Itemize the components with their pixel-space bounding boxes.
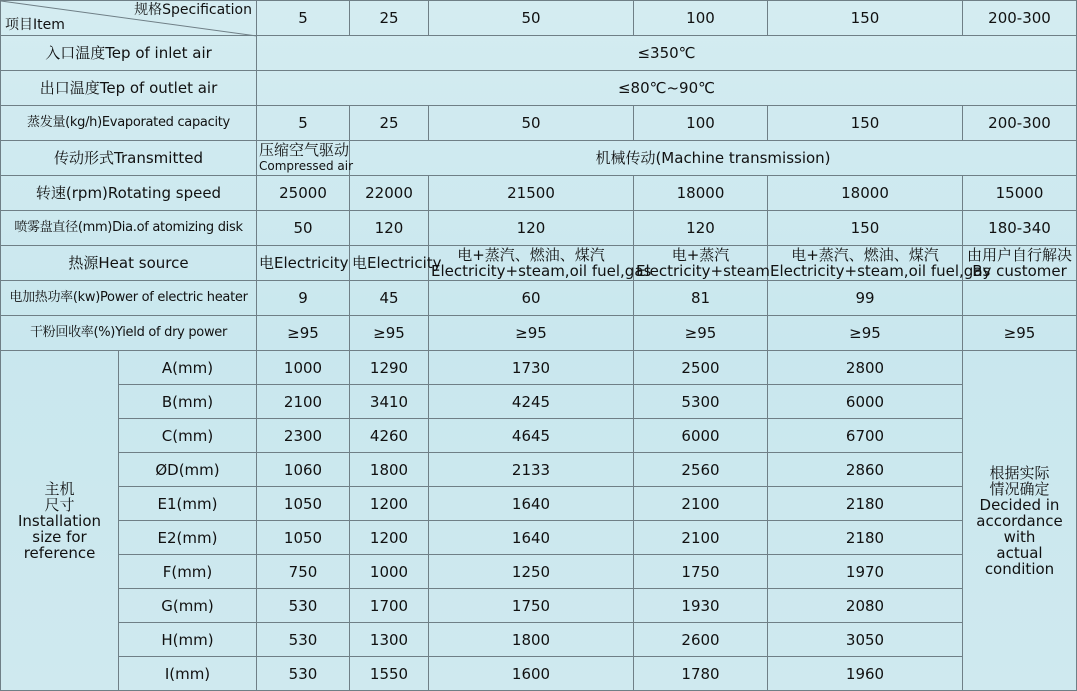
transmitted-first-en: Compressed air bbox=[259, 159, 354, 173]
heat-value-line2: By customer bbox=[972, 262, 1067, 280]
size-header: 25 bbox=[350, 1, 429, 36]
side-label-line: Installation bbox=[17, 511, 102, 530]
evaporated-value: 5 bbox=[257, 106, 350, 141]
dimension-value: 6000 bbox=[768, 385, 963, 419]
dimension-value: 1750 bbox=[634, 555, 768, 589]
dimension-value: 2080 bbox=[768, 589, 963, 623]
power-value: 99 bbox=[768, 281, 963, 316]
disk-value: 180-340 bbox=[963, 211, 1077, 246]
dimension-name: A(mm) bbox=[119, 351, 257, 385]
header-corner-cell bbox=[1, 1, 257, 36]
evaporated-label: 蒸发量(kg/h)Evaporated capacity bbox=[1, 106, 257, 141]
heat-value-line1: 电+蒸汽 bbox=[671, 246, 730, 264]
note-line: actual bbox=[996, 543, 1043, 562]
power-value bbox=[963, 281, 1077, 316]
size-header: 50 bbox=[429, 1, 634, 36]
dimension-value: 2560 bbox=[634, 453, 768, 487]
heat-value bbox=[634, 246, 768, 281]
dimension-value: 5300 bbox=[634, 385, 768, 419]
yield-row bbox=[1, 316, 1077, 351]
transmitted-first bbox=[257, 141, 354, 176]
dimension-value: 2800 bbox=[768, 351, 963, 385]
dimension-value: 2300 bbox=[257, 419, 350, 453]
power-value: 60 bbox=[429, 281, 634, 316]
power-label: 电加热功率(kw)Power of electric heater bbox=[1, 281, 257, 316]
dimension-value: 6000 bbox=[634, 419, 768, 453]
dimension-value: 1000 bbox=[257, 351, 350, 385]
heat-value-line1: 电Electricity bbox=[259, 254, 349, 272]
side-label-line: 主机 bbox=[44, 479, 75, 498]
dimension-value: 1800 bbox=[350, 453, 429, 487]
disk-value: 150 bbox=[768, 211, 963, 246]
header-row bbox=[1, 1, 1077, 36]
dimension-value: 6700 bbox=[768, 419, 963, 453]
speed-value: 15000 bbox=[963, 176, 1077, 211]
power-value: 45 bbox=[350, 281, 429, 316]
dimension-value: 1290 bbox=[350, 351, 429, 385]
dimension-value: 1300 bbox=[350, 623, 429, 657]
side-label-line: reference bbox=[23, 543, 96, 562]
note-line: 根据实际 bbox=[989, 463, 1050, 482]
size-header: 100 bbox=[634, 1, 768, 36]
heat-value-line2: Electricity+steam,oil fuel,gas bbox=[770, 262, 991, 280]
dimension-value: 2100 bbox=[257, 385, 350, 419]
speed-value: 22000 bbox=[350, 176, 429, 211]
yield-value: ≥95 bbox=[350, 316, 429, 351]
dimension-value: 1800 bbox=[429, 623, 634, 657]
dimension-value: 1050 bbox=[257, 487, 350, 521]
note-line: condition bbox=[984, 559, 1055, 578]
dimension-name: G(mm) bbox=[119, 589, 257, 623]
dimension-value: 1060 bbox=[257, 453, 350, 487]
heat-label: 热源Heat source bbox=[1, 246, 257, 281]
dimension-value: 3410 bbox=[350, 385, 429, 419]
dimension-name: ØD(mm) bbox=[119, 453, 257, 487]
heat-value-line2: Electricity+steam bbox=[636, 262, 770, 280]
installation-size-label bbox=[1, 351, 119, 691]
transmitted-rest: 机械传动(Machine transmission) bbox=[350, 141, 1077, 176]
inlet-row bbox=[1, 36, 1077, 71]
dimension-name: H(mm) bbox=[119, 623, 257, 657]
dimension-row bbox=[1, 589, 1077, 623]
dimension-row bbox=[1, 623, 1077, 657]
dimension-value: 1200 bbox=[350, 487, 429, 521]
note-line: accordance bbox=[976, 511, 1063, 530]
dimension-value: 2860 bbox=[768, 453, 963, 487]
heat-value bbox=[963, 246, 1077, 281]
evaporated-row bbox=[1, 106, 1077, 141]
speed-label: 转速(rpm)Rotating speed bbox=[1, 176, 257, 211]
dimension-value: 3050 bbox=[768, 623, 963, 657]
dimension-value: 1750 bbox=[429, 589, 634, 623]
heat-value-line1: 电+蒸汽、燃油、煤汽 bbox=[791, 246, 939, 264]
dimension-value: 4245 bbox=[429, 385, 634, 419]
size-header: 150 bbox=[768, 1, 963, 36]
dimension-value: 1960 bbox=[768, 657, 963, 691]
heat-value bbox=[257, 246, 350, 281]
transmitted-first-cn: 压缩空气驱动 bbox=[259, 141, 350, 159]
disk-value: 50 bbox=[257, 211, 350, 246]
dimension-row bbox=[1, 419, 1077, 453]
power-value: 9 bbox=[257, 281, 350, 316]
disk-label: 喷雾盘直径(mm)Dia.of atomizing disk bbox=[1, 211, 257, 246]
heat-value-line2: Electricity+steam,oil fuel,gas bbox=[431, 262, 652, 280]
dimension-name: F(mm) bbox=[119, 555, 257, 589]
yield-value: ≥95 bbox=[634, 316, 768, 351]
dimension-row bbox=[1, 555, 1077, 589]
heat-value bbox=[768, 246, 991, 281]
note-line: Decided in bbox=[979, 495, 1060, 514]
dimension-value: 2180 bbox=[768, 487, 963, 521]
yield-value: ≥95 bbox=[429, 316, 634, 351]
dimension-value: 1200 bbox=[350, 521, 429, 555]
dimension-name: C(mm) bbox=[119, 419, 257, 453]
dimension-row bbox=[1, 385, 1077, 419]
size-header: 200-300 bbox=[963, 1, 1077, 36]
evaporated-value: 25 bbox=[350, 106, 429, 141]
dimension-value: 750 bbox=[257, 555, 350, 589]
outlet-row bbox=[1, 71, 1077, 106]
evaporated-value: 150 bbox=[768, 106, 963, 141]
heat-value-line1: 由用户自行解决 bbox=[966, 246, 1072, 264]
speed-value: 18000 bbox=[634, 176, 768, 211]
power-value: 81 bbox=[634, 281, 768, 316]
heat-value-line1: 电+蒸汽、燃油、煤汽 bbox=[457, 246, 605, 264]
dimension-value: 2180 bbox=[768, 521, 963, 555]
dimension-value: 1730 bbox=[429, 351, 634, 385]
outlet-label: 出口温度Tep of outlet air bbox=[1, 71, 257, 106]
dimension-value: 1970 bbox=[768, 555, 963, 589]
evaporated-value: 50 bbox=[429, 106, 634, 141]
heat-value-line1: 电Electricity bbox=[352, 254, 442, 272]
yield-value: ≥95 bbox=[768, 316, 963, 351]
size-header: 5 bbox=[257, 1, 350, 36]
heat-value bbox=[429, 246, 652, 281]
disk-value: 120 bbox=[350, 211, 429, 246]
disk-value: 120 bbox=[429, 211, 634, 246]
disk-value: 120 bbox=[634, 211, 768, 246]
dimension-name: B(mm) bbox=[119, 385, 257, 419]
inlet-value: ≤350℃ bbox=[257, 36, 1077, 71]
outlet-value: ≤80℃~90℃ bbox=[257, 71, 1077, 106]
dimension-value: 2600 bbox=[634, 623, 768, 657]
dimension-value: 1780 bbox=[634, 657, 768, 691]
dimension-value: 2500 bbox=[634, 351, 768, 385]
yield-label: 干粉回收率(%)Yield of dry power bbox=[1, 316, 257, 351]
dimension-value: 2100 bbox=[634, 487, 768, 521]
item-header-label: 项目Item bbox=[5, 17, 65, 33]
speed-value: 21500 bbox=[429, 176, 634, 211]
custom-size-note bbox=[963, 351, 1077, 691]
speed-value: 18000 bbox=[768, 176, 963, 211]
heat-value bbox=[350, 246, 442, 281]
evaporated-value: 200-300 bbox=[963, 106, 1077, 141]
dimension-value: 1640 bbox=[429, 487, 634, 521]
note-line: 情况确定 bbox=[989, 479, 1050, 498]
dimension-name: E1(mm) bbox=[119, 487, 257, 521]
dimension-row bbox=[1, 351, 1077, 385]
dimension-value: 530 bbox=[257, 657, 350, 691]
heat-row bbox=[1, 246, 1077, 281]
dimension-row bbox=[1, 657, 1077, 691]
evaporated-value: 100 bbox=[634, 106, 768, 141]
dimension-value: 1550 bbox=[350, 657, 429, 691]
dimension-value: 1000 bbox=[350, 555, 429, 589]
side-label-line: size for bbox=[32, 527, 87, 546]
dimension-row bbox=[1, 521, 1077, 555]
dimension-value: 530 bbox=[257, 623, 350, 657]
dimension-value: 4260 bbox=[350, 419, 429, 453]
dimension-value: 1640 bbox=[429, 521, 634, 555]
dimension-row bbox=[1, 487, 1077, 521]
dimension-value: 4645 bbox=[429, 419, 634, 453]
disk-row bbox=[1, 211, 1077, 246]
dimension-name: E2(mm) bbox=[119, 521, 257, 555]
dimension-value: 1930 bbox=[634, 589, 768, 623]
dimension-value: 530 bbox=[257, 589, 350, 623]
transmitted-row bbox=[1, 141, 1077, 176]
yield-value: ≥95 bbox=[257, 316, 350, 351]
inlet-label: 入口温度Tep of inlet air bbox=[1, 36, 257, 71]
power-row bbox=[1, 281, 1077, 316]
dimension-value: 1700 bbox=[350, 589, 429, 623]
side-label-line: 尺寸 bbox=[44, 495, 75, 514]
speed-value: 25000 bbox=[257, 176, 350, 211]
note-line: with bbox=[1003, 527, 1036, 546]
dimension-value: 2100 bbox=[634, 521, 768, 555]
yield-value: ≥95 bbox=[963, 316, 1077, 351]
dimension-row bbox=[1, 453, 1077, 487]
dimension-value: 1250 bbox=[429, 555, 634, 589]
speed-row bbox=[1, 176, 1077, 211]
spec-header-label: 规格Specification bbox=[134, 2, 252, 18]
dimension-name: I(mm) bbox=[119, 657, 257, 691]
dimension-value: 1600 bbox=[429, 657, 634, 691]
dimension-value: 1050 bbox=[257, 521, 350, 555]
dimension-value: 2133 bbox=[429, 453, 634, 487]
transmitted-label: 传动形式Transmitted bbox=[1, 141, 257, 176]
